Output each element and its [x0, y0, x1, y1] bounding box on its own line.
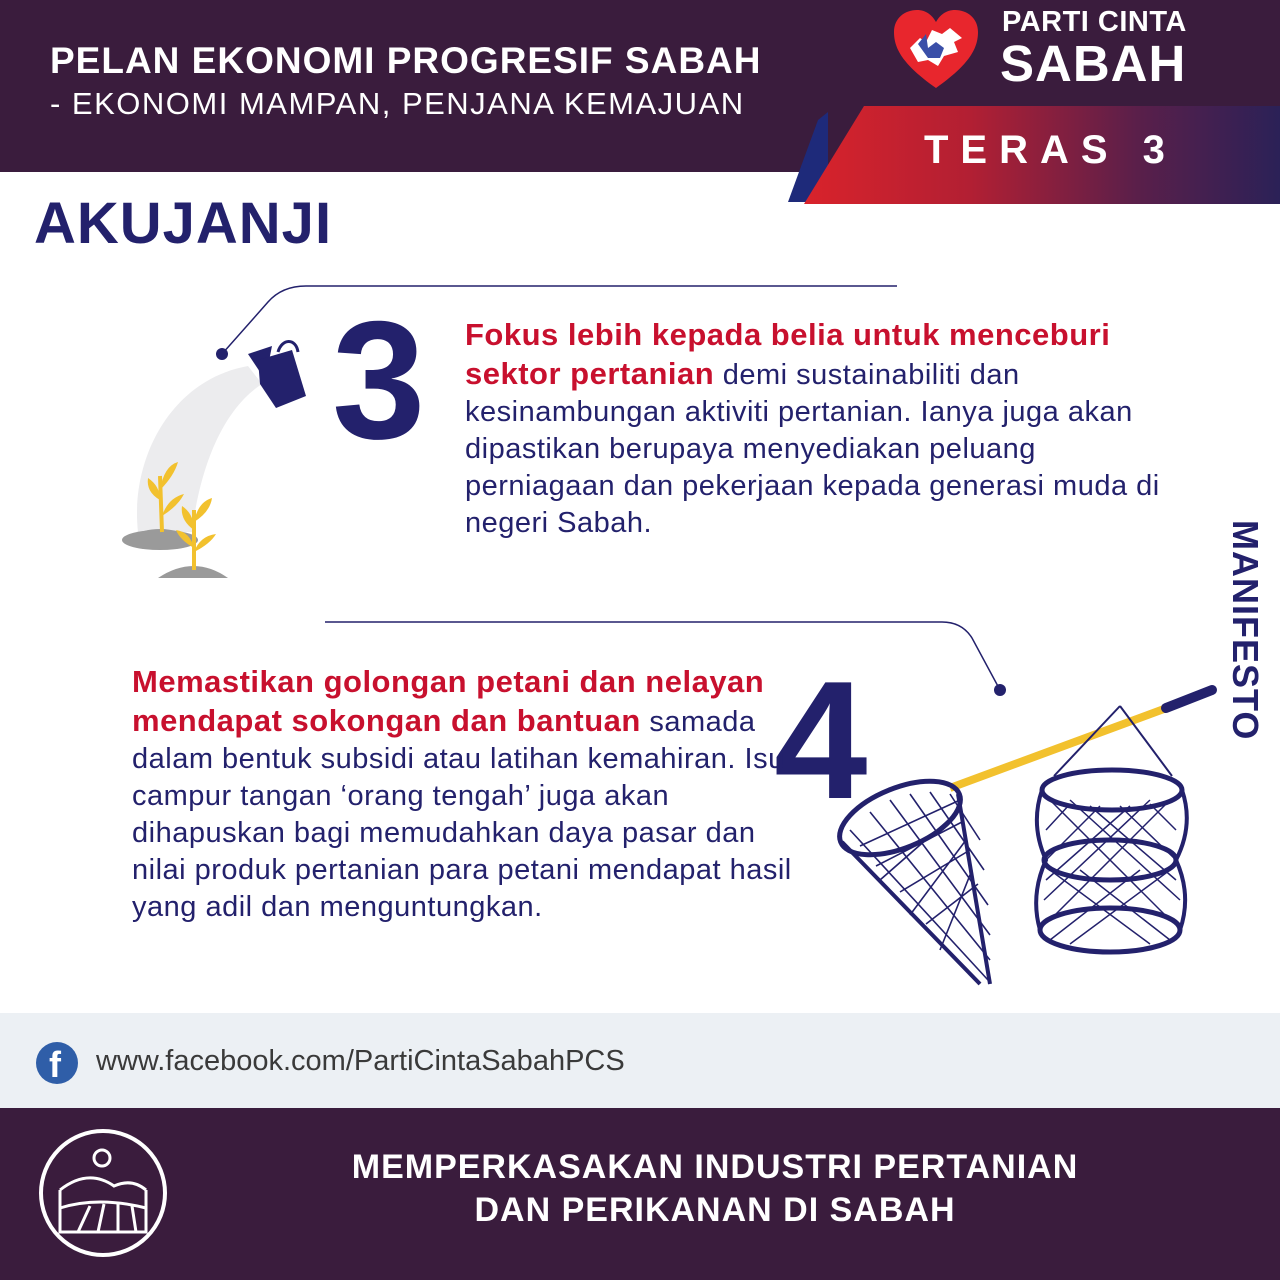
farmland-icon	[38, 1128, 168, 1258]
facebook-icon[interactable]: f	[36, 1042, 78, 1084]
item-3-text	[465, 316, 1165, 542]
item-3-body: demi sustainabiliti dan kesinambungan aktiviti pertanian. Ianya juga akan dipastikan berupaya menyediakan peluang perniagaan dan pekerjaan kepada generasi muda di negeri Sabah.	[465, 359, 1160, 539]
teras-label: TERAS 3	[924, 128, 1177, 172]
party-name-top: PARTI CINTA	[1002, 6, 1187, 38]
item-4-text	[132, 663, 812, 926]
item-4-highlight: Memastikan golongan petani dan nelayan mendapat sokongan dan bantuan	[132, 664, 765, 738]
watering-can-icon	[248, 342, 306, 409]
footer-tagline-line1: MEMPERKASAKAN INDUSTRI PERTANIAN	[351, 1148, 1079, 1186]
plan-subtitle: - EKONOMI MAMPAN, PENJANA KEMAJUAN	[50, 86, 745, 121]
item-4-body: samada dalam bentuk subsidi atau latihan kemahiran. Isu campur tangan ‘orang tengah’ juga akan dihapuskan bagi memudahkan daya pasar dan nilai produk pertanian para petani mendapat hasil yang adil dan menguntungkan.	[132, 706, 792, 923]
section-title: AKUJANJI	[34, 191, 333, 256]
facebook-link[interactable]: www.facebook.com/PartiCintaSabahPCS	[96, 1045, 625, 1077]
fish-trap-icon	[1036, 706, 1187, 952]
footer-tagline-line2: DAN PERIKANAN DI SABAH	[474, 1191, 956, 1229]
item-3-highlight: Fokus lebih kepada belia untuk menceburi sektor pertanian	[465, 317, 1111, 391]
fishing-net-icon	[829, 690, 1212, 984]
connector-dot-4	[994, 684, 1006, 696]
party-name-main: SABAH	[1000, 35, 1187, 92]
item-number-3: 3	[332, 286, 426, 474]
plan-title: PELAN EKONOMI PROGRESIF SABAH	[50, 40, 762, 81]
water-stream	[137, 366, 262, 532]
item-number-4: 4	[774, 646, 868, 834]
manifesto-side-label: MANIFESTO	[1225, 520, 1266, 741]
connector-dot-3	[216, 348, 228, 360]
